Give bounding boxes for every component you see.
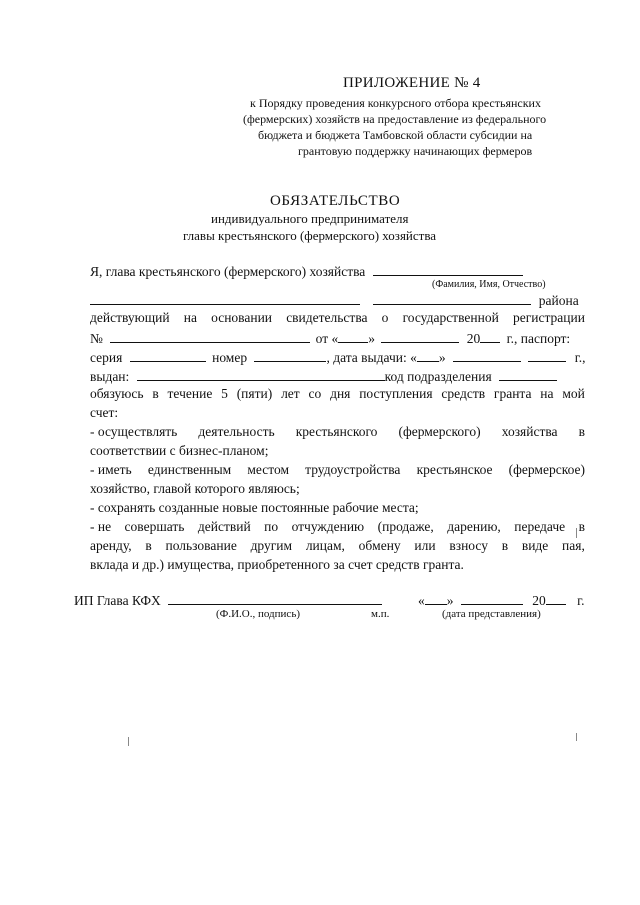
item-4-word: дарению, [447,519,501,534]
item-4-line-3: вклада и др.) имущества, приобретенного за счет средств гранта. [90,557,464,572]
acting-line [90,310,585,326]
item-2-word: - иметь [90,462,132,477]
account-word: счет: [90,405,119,420]
item-4-line-2-word: лицам, [305,538,345,553]
item-4-word: по [264,519,279,534]
item-1-word: (фермерского) [398,424,481,439]
appendix-line-1: к Порядку проведения конкурсного отбора крестьянских [250,96,541,110]
acting-word: свидетельства [286,310,368,325]
obligation-word: мой [562,386,585,401]
item-2-continuation: хозяйство, главой которого являюсь; [90,481,300,496]
issued-line [90,367,557,385]
certificate-day-field[interactable] [338,329,368,343]
sign-day-field[interactable] [425,591,447,605]
document-title: ОБЯЗАТЕЛЬСТВО [270,193,401,209]
item-4-line-2-word: пая, [562,538,585,553]
document-subtitle-1: индивидуального предпринимателя [211,211,409,226]
obligation-word: 5 [221,386,228,401]
division-code-word: код подразделения [384,369,492,384]
appendix-title: ПРИЛОЖЕНИЕ № 4 [343,75,481,91]
obligation-word: на [540,386,554,401]
scan-speck [576,733,577,741]
signature-date [418,591,585,609]
item-4-line-2-word: аренду, [90,538,132,553]
item-4-word: - не [90,519,112,534]
item-4-word: в [578,519,585,534]
passport-number-field[interactable] [254,348,326,362]
signature-field[interactable] [168,591,382,605]
year-comma: г., [574,350,586,365]
item-1-word: деятельность [198,424,275,439]
item-4-line-2-word: пользование [165,538,237,553]
issue-date-word: , дата выдачи: « [326,350,417,365]
item-4-word: передаче [514,519,566,534]
intro-text: Я, глава крестьянского (фермерского) хозяйства [90,264,366,279]
issue-year-field[interactable] [528,348,566,362]
item-1-word: крестьянского [295,424,378,439]
quote-close-3: » [446,593,454,608]
appendix-line-4: грантовую поддержку начинающих фермеров [298,144,533,158]
passport-line [90,348,585,366]
acting-word: на [183,310,197,325]
quote-close-2: » [438,350,446,365]
item-4-word: (продаже, [377,519,434,534]
acting-word: государственной [402,310,499,325]
passport-series-field[interactable] [130,348,206,362]
registration-line [90,329,570,347]
obligation-word: в [152,386,159,401]
item-4-line-2-word: другим [250,538,293,553]
district-field[interactable] [373,291,531,305]
obligation-word: средств [441,386,486,401]
obligation-word: течение [167,386,213,401]
item-2-word: местом [247,462,289,477]
certificate-year-field[interactable] [480,329,500,343]
acting-word: регистрации [512,310,585,325]
item-1-word: хозяйства [501,424,558,439]
item-4-word: совершать [124,519,185,534]
item-2-word: трудоустройства [305,462,401,477]
signature-line [74,591,382,609]
scan-speck [576,528,577,538]
item-4-line-2-word: взносу [449,538,488,553]
issued-word: выдан: [90,369,130,384]
item-2-line [90,462,585,478]
district-line [90,291,579,309]
year-prefix: 20 [466,331,481,346]
sign-year-field[interactable] [546,591,566,605]
intro-line [90,262,523,280]
obligation-word: обязуюсь [90,386,144,401]
obligation-word: поступления [359,386,433,401]
acting-word: основании [211,310,273,325]
obligation-word: со [308,386,322,401]
number-sign: № [90,331,103,346]
number-word: номер [212,350,248,365]
stamp-place: м.п. [371,608,390,620]
obligation-word: лет [281,386,300,401]
fio-sign-hint: (Ф.И.О., подпись) [216,608,300,620]
series-word: серия [90,350,123,365]
fio-hint: (Фамилия, Имя, Отчество) [432,279,546,290]
sign-year-suffix: г. [577,593,585,608]
farm-name-field[interactable] [90,291,360,305]
passport-word: г., паспорт: [506,331,571,346]
sign-month-field[interactable] [461,591,523,605]
fio-field[interactable] [373,262,523,276]
item-4-line-2-word: в [501,538,509,553]
certificate-number-field[interactable] [110,329,310,343]
acting-word: действующий [90,310,170,325]
document-subtitle-2: главы крестьянского (фермерского) хозяйства [183,228,437,243]
item-4-line-2-word: виде [521,538,549,553]
signature-label: ИП Глава КФХ [74,593,161,608]
item-2-word: крестьянское [416,462,493,477]
quote-close: » [368,331,375,346]
item-1-line [90,424,585,440]
item-4-line-2-word: обмену [358,538,401,553]
item-1-word: в [578,424,585,439]
appendix-line-3: бюджета и бюджета Тамбовской области субсидии на [258,128,533,142]
obligation-word: гранта [493,386,532,401]
quote-open: « [418,593,425,608]
item-1-continuation: соответствии с бизнес-планом; [90,443,269,458]
certificate-month-field[interactable] [381,329,459,343]
division-code-field[interactable] [499,367,557,381]
item-3: - сохранять созданные новые постоянные рабочие места; [90,500,419,515]
issue-month-field[interactable] [453,348,521,362]
item-4-word: отчуждению [291,519,365,534]
item-4-word: действий [197,519,251,534]
obligation-line [90,386,585,402]
obligation-word: (пяти) [236,386,273,401]
issue-day-field[interactable] [417,348,439,362]
item-2-word: единственным [147,462,232,477]
date-hint: (дата представления) [442,608,541,620]
issued-by-field[interactable] [137,367,385,381]
item-4-line [90,519,585,535]
acting-word: о [381,310,389,325]
from-word: от « [315,331,339,346]
item-4-line-2-word: или [414,538,436,553]
district-word: района [538,293,579,308]
appendix-line-2: (фермерских) хозяйств на предоставление из федерального [243,112,547,126]
item-1-word: - осуществлять [90,424,178,439]
obligation-word: дня [330,386,351,401]
item-4-line-2-word: в [145,538,152,553]
item-2-word: (фермерское) [508,462,585,477]
item-4-line-2 [90,538,585,554]
scan-speck [128,737,129,746]
sign-year-prefix: 20 [532,593,546,608]
